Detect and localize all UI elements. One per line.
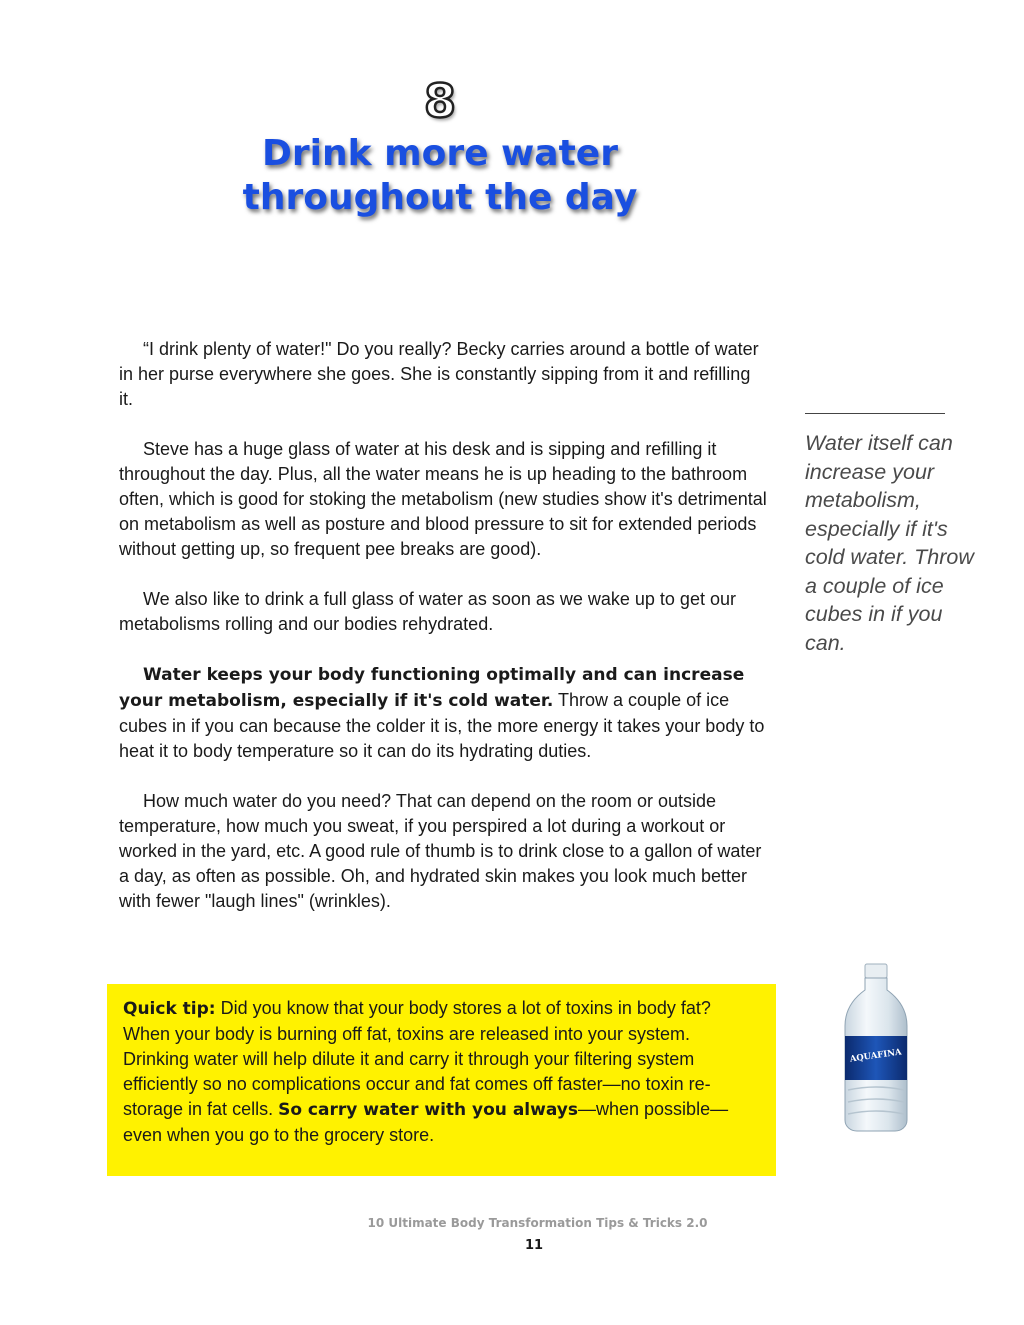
- water-bottle-image: [815, 960, 935, 1135]
- paragraph-1: “I drink plenty of water!" Do you really? Becky carries around a bottle of water in her purse everywhere she goes. She is constantly sipping from it and refilling it.: [119, 339, 759, 409]
- chapter-number: 8: [423, 74, 456, 128]
- quick-tip-text-end: —when possible—even when you go to the grocery store.: [123, 1099, 729, 1145]
- footer-book-title: 10 Ultimate Body Transformation Tips & Tricks 2.0: [367, 1216, 708, 1230]
- chapter-title: [180, 132, 700, 220]
- pull-quote: Water itself can increase your metabolism, especially if it's cold water. Throw a couple of ice cubes in if you can.: [805, 431, 974, 655]
- sidebar-divider: [805, 413, 945, 414]
- quick-tip-label: Quick tip:: [123, 999, 216, 1019]
- quick-tip-text: Did you know that your body stores a lot of toxins in body fat? When your body is burning off fat, toxins are released into your system. Drinking water will help dilute it and carry it through your filtering system efficiently so no complications occur and fat comes off faster—no toxin re-storage in fat cells.: [123, 998, 711, 1119]
- body-text: [119, 337, 769, 939]
- paragraph-4: [119, 662, 769, 764]
- chapter-title-line1: Drink more water: [262, 133, 618, 174]
- paragraph-2: Steve has a huge glass of water at his desk and is sipping and refilling it throughout the day. Plus, all the water means he is up heading to the bathroom often, which is good for stoking the metabolism (new studies show it's detrimental on metabolism as well as posture and blood pressure to sit for extended periods without getting up, so frequent pee breaks are good).: [119, 439, 767, 559]
- quick-tip-box: [107, 984, 776, 1176]
- quick-tip-emphasis: So carry water with you always: [278, 1100, 578, 1120]
- paragraph-5: How much water do you need? That can depend on the room or outside temperature, how much you sweat, if you perspired a lot during a workout or worked in the yard, etc. A good rule of thumb is to drink close to a gallon of water a day, as often as possible. Oh, and hydrated skin makes you look much better with fewer "laugh lines" (wrinkles).: [119, 791, 762, 911]
- bottle-cap: [865, 964, 887, 978]
- chapter-title-line2: throughout the day: [242, 177, 638, 218]
- paragraph-4-rest: Throw a couple of ice cubes in if you can because the colder it is, the more energy it takes your body to heat it to body temperature so it can do its hydrating duties.: [119, 690, 765, 761]
- paragraph-3: We also like to drink a full glass of water as soon as we wake up to get our metabolisms rolling and our bodies rehydrated.: [119, 589, 736, 634]
- bottle-brand-text: AQUAFINA: [849, 1047, 903, 1065]
- paragraph-4-bold: Water keeps your body functioning optimally and can increase your metabolism, especially if it's cold water.: [119, 665, 745, 711]
- page-number: 11: [524, 1238, 544, 1253]
